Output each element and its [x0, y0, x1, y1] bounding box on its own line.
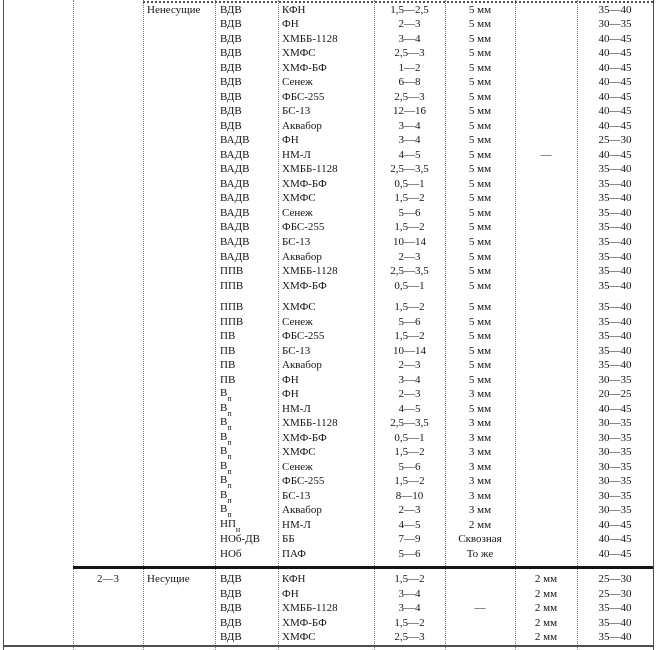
table-cell: 2—3: [398, 19, 421, 31]
table-cell: ФН: [282, 389, 299, 401]
table-cell: 10—14: [393, 345, 426, 357]
table-row: [3, 235, 653, 250]
table-cell: 5—6: [398, 461, 421, 473]
table-row: [3, 315, 653, 330]
preservation-table: [3, 3, 653, 645]
table-cell: 3 мм: [468, 418, 492, 430]
table-row: [3, 475, 653, 490]
table-cell: $В_п$: [220, 388, 232, 402]
table-cell: ФН: [282, 135, 299, 147]
table-cell: 3—4: [398, 33, 421, 45]
table-cell: ХМФС: [282, 48, 316, 60]
table-cell: —: [540, 149, 552, 161]
table-cell: 35—40: [598, 193, 632, 205]
table-cell: ХМФС: [282, 632, 316, 644]
table-cell: ВАДВ: [220, 222, 250, 234]
table-cell: Аквабор: [282, 120, 322, 132]
table-row: [3, 250, 653, 265]
table-cell: 35—40: [598, 316, 632, 328]
table-cell: 5 мм: [468, 164, 492, 176]
table-cell: 30—35: [598, 374, 632, 386]
table-cell: ФБС-255: [282, 222, 325, 234]
table-cell: ВАДВ: [220, 135, 250, 147]
table-cell: 2 мм: [534, 574, 558, 586]
table-cell: 5 мм: [468, 33, 492, 45]
table-cell: 1—2: [398, 62, 421, 74]
table-cell: Сенеж: [282, 207, 313, 219]
table-cell: 1,5—2: [394, 574, 425, 586]
table-cell: 40—45: [598, 91, 632, 103]
table-cell: ВДВ: [220, 19, 242, 31]
table-row: [3, 358, 653, 373]
table-cell: 5 мм: [468, 135, 492, 147]
table-cell: 40—45: [598, 403, 632, 415]
table-cell: 35—40: [598, 4, 632, 16]
table-cell: БС-13: [282, 237, 311, 248]
table-cell: 3 мм: [468, 447, 492, 459]
table-cell: 35—40: [598, 251, 632, 263]
table-cell: 2,5—3: [394, 91, 425, 103]
table-cell: ВДВ: [220, 603, 242, 615]
table-cell: 5 мм: [468, 120, 492, 132]
table-cell: ВДВ: [220, 48, 242, 60]
table-cell: 1,5—2: [394, 302, 425, 314]
table-cell: 3—4: [398, 135, 421, 147]
table-cell: 5 мм: [468, 280, 492, 292]
table-cell: 0,5—1: [394, 432, 425, 444]
table-cell: $В_п$: [220, 475, 232, 489]
table-cell: НОб-ДВ: [220, 534, 260, 546]
table-cell: $В_п$: [220, 489, 232, 503]
table-cell: 0,5—1: [394, 280, 425, 292]
table-cell: 35—40: [598, 178, 632, 190]
table-cell: $В_п$: [220, 446, 232, 460]
table-cell: ППВ: [220, 280, 244, 292]
table-cell: Аквабор: [282, 251, 322, 263]
table-cell: 40—45: [598, 534, 632, 546]
table-cell: 35—40: [598, 207, 632, 219]
table-cell: 5 мм: [468, 77, 492, 89]
table-cell: ВАДВ: [220, 251, 250, 263]
table-row: [3, 373, 653, 388]
table-cell: ФБС-255: [282, 91, 325, 103]
table-row: [3, 3, 653, 18]
table-cell: 5 мм: [468, 48, 492, 60]
table-cell: 5 мм: [468, 251, 492, 263]
table-cell: 35—40: [598, 603, 632, 615]
table-cell: ВАДВ: [220, 237, 250, 248]
table-cell: ПВ: [220, 360, 236, 372]
table-cell: БС-13: [282, 490, 311, 502]
table-row: [3, 344, 653, 359]
table-cell: 35—40: [598, 632, 632, 644]
table-cell: Несущие: [147, 574, 190, 586]
table-row: [3, 533, 653, 548]
table-cell: 40—45: [598, 149, 632, 161]
table-cell: ППВ: [220, 316, 244, 328]
table-cell: 35—40: [598, 266, 632, 278]
table-row: [3, 76, 653, 91]
table-row: [3, 134, 653, 149]
table-cell: 2—3: [398, 360, 421, 372]
table-cell: 12—16: [393, 106, 426, 118]
table-row: [3, 460, 653, 475]
table-cell: ХМФ-БФ: [282, 178, 327, 190]
table-cell: ФБС-255: [282, 331, 325, 343]
table-cell: ВДВ: [220, 120, 242, 132]
table-row: [3, 445, 653, 460]
table-row: [3, 119, 653, 134]
table-cell: 1,5—2,5: [390, 4, 429, 16]
table-cell: $В_п$: [220, 504, 232, 518]
table-cell: 2,5—3,5: [390, 418, 429, 430]
table-cell: ВДВ: [220, 574, 242, 586]
table-row: [3, 279, 653, 294]
table-cell: 3—4: [398, 603, 421, 615]
table-cell: ВДВ: [220, 91, 242, 103]
table-cell: $В_п$: [220, 402, 232, 416]
table-row: [3, 329, 653, 344]
table-cell: ПВ: [220, 345, 236, 357]
table-cell: 40—45: [598, 519, 632, 531]
table-cell: 6—8: [398, 77, 421, 89]
table-cell: 25—30: [598, 574, 632, 586]
table-cell: ВАДВ: [220, 207, 250, 219]
table-cell: 5 мм: [468, 331, 492, 343]
table-cell: 30—35: [598, 447, 632, 459]
table-cell: 2,5—3,5: [390, 266, 429, 278]
table-cell: ХМФ-БФ: [282, 62, 327, 74]
table-cell: 1,5—2: [394, 617, 425, 629]
table-section-nesushchie: [3, 573, 653, 646]
table-cell: 3—4: [398, 120, 421, 132]
table-cell: 35—40: [598, 345, 632, 357]
table-cell: 2 мм: [534, 632, 558, 644]
table-row: [3, 416, 653, 431]
table-cell: Аквабор: [282, 360, 322, 372]
table-cell: 40—45: [598, 48, 632, 60]
table-section-nenesushchie: [3, 3, 653, 562]
table-cell: ХМББ-1128: [282, 418, 338, 430]
table-row: [3, 148, 653, 163]
table-cell: ХМФ-БФ: [282, 617, 327, 629]
table-cell: 10—14: [393, 237, 426, 248]
table-cell: Сенеж: [282, 316, 313, 328]
table-cell: 5—6: [398, 316, 421, 328]
table-cell: Ненесущие: [147, 4, 201, 16]
table-cell: ВДВ: [220, 62, 242, 74]
table-row: [3, 518, 653, 533]
table-cell: 5 мм: [468, 19, 492, 31]
table-cell: $В_п$: [220, 460, 232, 474]
table-cell: 5 мм: [468, 302, 492, 314]
table-cell: 0,5—1: [394, 178, 425, 190]
table-cell: 2 мм: [534, 603, 558, 615]
table-cell: 30—35: [598, 490, 632, 502]
table-cell: 8—10: [395, 490, 424, 502]
table-cell: 2 мм: [468, 519, 492, 531]
table-cell: ФН: [282, 19, 299, 31]
table-cell: 7—9: [398, 534, 421, 546]
table-cell: ХМББ-1128: [282, 164, 338, 176]
table-cell: ВАДВ: [220, 164, 250, 176]
table-cell: ХМФ-БФ: [282, 432, 327, 444]
table-cell: 5 мм: [468, 106, 492, 118]
table-cell: ВДВ: [220, 632, 242, 644]
table-row: [3, 387, 653, 402]
table-cell: 2—3: [398, 251, 421, 263]
table-cell: ХМФ-БФ: [282, 280, 327, 292]
table-cell: ВДВ: [220, 588, 242, 600]
table-cell: 35—40: [598, 280, 632, 292]
table-cell: 5 мм: [468, 316, 492, 328]
table-row: [3, 573, 653, 588]
table-row: [3, 587, 653, 602]
table-cell: ББ: [282, 534, 295, 546]
table-cell: ВДВ: [220, 617, 242, 629]
table-cell: 35—40: [598, 331, 632, 343]
table-cell: 2—3: [398, 389, 421, 401]
table-cell: 2 мм: [534, 617, 558, 629]
table-cell: 5 мм: [468, 222, 492, 234]
table-cell: 35—40: [598, 237, 632, 248]
table-cell: ХМФС: [282, 193, 316, 205]
table-cell: 5—6: [398, 207, 421, 219]
table-cell: 1,5—2: [394, 476, 425, 488]
section-spacer: [3, 562, 653, 573]
table-cell: НОб: [220, 548, 242, 560]
table-cell: 30—35: [598, 432, 632, 444]
table-cell: ВАДВ: [220, 149, 250, 161]
page-break-gap: [3, 293, 653, 300]
table-cell: 1,5—2: [394, 222, 425, 234]
table-cell: $В_п$: [220, 431, 232, 445]
table-row: [3, 300, 653, 315]
table-cell: ПВ: [220, 374, 236, 386]
table-cell: ХМФС: [282, 447, 316, 459]
table-cell: 4—5: [398, 149, 421, 161]
table-cell: 5 мм: [468, 403, 492, 415]
table-cell: 35—40: [598, 360, 632, 372]
table-row: [3, 602, 653, 617]
table-cell: 3 мм: [468, 389, 492, 401]
table-cell: 30—35: [598, 418, 632, 430]
table-cell: ВАДВ: [220, 178, 250, 190]
table-cell: НМ-Л: [282, 519, 311, 531]
table-cell: 3 мм: [468, 505, 492, 517]
table-cell: 5 мм: [468, 237, 492, 248]
table-cell: КФН: [282, 574, 306, 586]
table-cell: ХМББ-1128: [282, 603, 338, 615]
table-cell: 3 мм: [468, 432, 492, 444]
table-cell: НМ-Л: [282, 403, 311, 415]
table-border-right: [653, 0, 654, 650]
table-cell: 3—4: [398, 374, 421, 386]
table-cell: 5 мм: [468, 207, 492, 219]
table-cell: 2,5—3,5: [390, 164, 429, 176]
table-row: [3, 431, 653, 446]
table-row: [3, 616, 653, 631]
table-cell: ВДВ: [220, 77, 242, 89]
table-cell: 40—45: [598, 62, 632, 74]
table-cell: 30—35: [598, 476, 632, 488]
table-cell: 5 мм: [468, 266, 492, 278]
table-cell: 2—3: [398, 505, 421, 517]
table-cell: 5 мм: [468, 193, 492, 205]
table-cell: —: [474, 603, 486, 615]
table-row: [3, 47, 653, 62]
table-row: [3, 547, 653, 562]
table-cell: 5 мм: [468, 91, 492, 103]
table-cell: ВАДВ: [220, 193, 250, 205]
table-cell: БС-13: [282, 345, 311, 357]
table-cell: То же: [466, 548, 494, 560]
table-cell: $В_п$: [220, 417, 232, 431]
table-cell: 35—40: [598, 617, 632, 629]
table-row: [3, 61, 653, 76]
table-cell: 2—3: [97, 574, 119, 586]
table-row: [3, 402, 653, 417]
table-cell: 35—40: [598, 222, 632, 234]
table-row: [3, 32, 653, 47]
table-cell: 5 мм: [468, 62, 492, 74]
table-cell: 40—45: [598, 120, 632, 132]
table-row: [3, 206, 653, 221]
table-cell: ФН: [282, 374, 299, 386]
table-row: [3, 192, 653, 207]
table-cell: ВДВ: [220, 33, 242, 45]
table-cell: 5 мм: [468, 345, 492, 357]
table-cell: 3 мм: [468, 490, 492, 502]
table-cell: 30—35: [598, 461, 632, 473]
table-cell: ППВ: [220, 302, 244, 314]
table-cell: ХМФС: [282, 302, 316, 314]
table-cell: 40—45: [598, 33, 632, 45]
table-cell: Сенеж: [282, 461, 313, 473]
table-row-rule-bottom: [3, 645, 653, 647]
table-cell: 35—40: [598, 302, 632, 314]
table-cell: 5 мм: [468, 149, 492, 161]
table-cell: 3—4: [398, 588, 421, 600]
table-row: [3, 631, 653, 646]
table-cell: ВДВ: [220, 4, 242, 16]
table-cell: 5 мм: [468, 4, 492, 16]
table-cell: 5 мм: [468, 178, 492, 190]
table-row: [3, 489, 653, 504]
table-cell: 30—35: [598, 505, 632, 517]
table-cell: 1,5—2: [394, 193, 425, 205]
table-cell: ПВ: [220, 331, 236, 343]
table-cell: 20—25: [598, 389, 632, 401]
table-cell: 30—35: [598, 19, 632, 31]
table-cell: $НП_н$: [220, 518, 241, 532]
table-cell: 5 мм: [468, 360, 492, 372]
table-row: [3, 163, 653, 178]
table-cell: 2,5—3: [394, 632, 425, 644]
table-cell: 4—5: [398, 519, 421, 531]
table-cell: БС-13: [282, 106, 311, 118]
table-cell: ВДВ: [220, 106, 242, 118]
table-cell: Аквабор: [282, 505, 322, 517]
table-cell: ПАФ: [282, 548, 306, 560]
table-cell: ХМББ-1128: [282, 33, 338, 45]
table-cell: 1,5—2: [394, 331, 425, 343]
table-cell: 3 мм: [468, 461, 492, 473]
table-cell: 40—45: [598, 77, 632, 89]
table-cell: 5—6: [398, 548, 421, 560]
table-cell: 40—45: [598, 548, 632, 560]
table-cell: 4—5: [398, 403, 421, 415]
table-cell: 5 мм: [468, 374, 492, 386]
table-row: [3, 90, 653, 105]
table-cell: 2,5—3: [394, 48, 425, 60]
table-row: [3, 177, 653, 192]
table-cell: 25—30: [598, 588, 632, 600]
table-row: [3, 18, 653, 33]
table-cell: ФН: [282, 588, 299, 600]
table-cell: Сквозная: [458, 534, 502, 546]
table-cell: 25—30: [598, 135, 632, 147]
table-cell: Сенеж: [282, 77, 313, 89]
table-row: [3, 105, 653, 120]
table-cell: 2 мм: [534, 588, 558, 600]
table-row: [3, 504, 653, 519]
table-cell: НМ-Л: [282, 149, 311, 161]
table-cell: 35—40: [598, 164, 632, 176]
table-cell: 3 мм: [468, 476, 492, 488]
table-row: [3, 264, 653, 279]
table-row: [3, 221, 653, 236]
table-cell: ФБС-255: [282, 476, 325, 488]
table-cell: ХМББ-1128: [282, 266, 338, 278]
table-cell: ППВ: [220, 266, 244, 278]
table-cell: 40—45: [598, 106, 632, 118]
table-cell: КФН: [282, 4, 306, 16]
table-cell: 1,5—2: [394, 447, 425, 459]
